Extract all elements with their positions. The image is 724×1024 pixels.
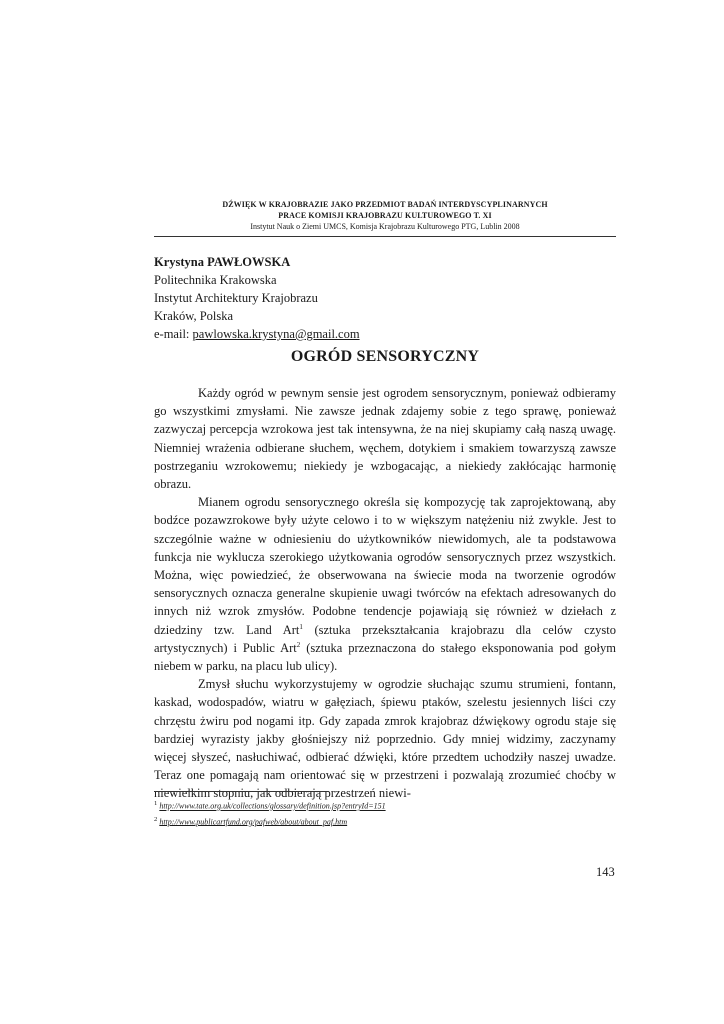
footnote-2-link[interactable]: http://www.publicartfund.org/pafweb/about/about_paf.htm xyxy=(159,817,348,827)
footnote-2-number: 2 xyxy=(154,815,158,823)
paragraph-2 xyxy=(154,493,616,675)
header-publisher: Instytut Nauk o Ziemi UMCS, Komisja Krajobrazu Kulturowego PTG, Lublin 2008 xyxy=(250,222,520,231)
footnote-1-number: 1 xyxy=(154,800,158,807)
header-volume-title: DŹWIĘK W KRAJOBRAZIE JAKO PRZEDMIOT BADAŃ INTERDYSCYPLINARNYCH xyxy=(222,200,548,209)
author-city: Kraków, Polska xyxy=(154,309,234,323)
footnote-ref-2[interactable]: 2 xyxy=(296,640,301,649)
author-block xyxy=(154,253,616,343)
author-affiliation-institute: Instytut Architektury Krajobrazu xyxy=(154,291,318,305)
footnote-rule xyxy=(154,791,329,792)
email-label: e-mail: xyxy=(154,327,193,341)
footnote-ref-1[interactable]: 1 xyxy=(299,622,303,631)
paragraph-1: Każdy ogród w pewnym sensie jest ogrodem sensorycznym, ponieważ odbieramy go wszystkimi zmysłami. Nie zawsze jednak zdajemy sobie z tego sprawę, ponieważ zazwyczaj percepcja wzrokowa jest tak intensywna, że na niej skupiamy całą naszą uwagę. Niemniej wrażenia odbierane słuchem, węchem, dotykiem i smakiem towarzyszą zawsze postrzeganiu wzrokowemu; niekiedy je wzbogacając, a niekiedy zakłócając harmonię obrazu. xyxy=(154,386,616,492)
author-affiliation-university: Politechnika Krakowska xyxy=(154,273,277,287)
header-series-title: PRACE KOMISJI KRAJOBRAZU KULTUROWEGO T. XI xyxy=(278,211,492,220)
author-name: Krystyna PAWŁOWSKA xyxy=(154,255,291,269)
paragraph-2-text-b: (sztuka przekształcania krajobrazu dla celów czysto artystycznych) i Public Art xyxy=(154,622,617,655)
footnote-1-link[interactable]: http://www.tate.org.uk/collections/glossary/definition.jsp?entryId=151 xyxy=(159,801,386,811)
article-body xyxy=(154,384,616,803)
footnotes xyxy=(154,797,386,828)
header-rule xyxy=(154,236,616,237)
author-email-line xyxy=(154,325,616,343)
running-header xyxy=(154,199,616,232)
paragraph-2-text-a: Mianem ogrodu sensorycznego określa się kompozycję tak zaprojektowaną, aby bodźce pozawzrokowe były użyte celowo i to w większym natężeniu niż zwykle. Jest to szczególnie ważne w odniesieniu do użytkowników niewidomych, ale ta podstawowa funkcja nie wyklucza szerokiego użytkowania ogrodów sensorycznych przez wszystkich. Można, więc powiedzieć, że obserwowana na świecie moda na tworzenie ogrodów sensorycznych oznacza generalne skupienie uwagi twórców na efektach adresowanych do innych niż wzrok zmysłów. Podobne tendencje pojawiają się również w dziełach z dziedziny tzw. Land Art xyxy=(154,495,616,637)
article-title: OGRÓD SENSORYCZNY xyxy=(290,348,480,365)
paragraph-3: Zmysł słuchu wykorzystujemy w ogrodzie słuchając szumu strumieni, fontann, kaskad, wodospadów, wiatru w gałęziach, śpiewu ptaków, szelestu jesiennych liści czy chrzęstu żwiru pod nogami itp. Gdy zapada zmrok krajobraz dźwiękowy ogrodu staje się bardziej wyrazisty jakby głośniejszy niż poprzednio. Gdy mniej widzimy, zaczynamy więcej słyszeć, nasłuchiwać, odbierać dźwięki, które przedtem uchodziły naszej uwadze. Teraz one pomagają nam orientować się w przestrzeni i pozwalają zrozumieć choćby w niewielkim stopniu, jak odbierają przestrzeń niewi- xyxy=(154,677,616,801)
page-number: 143 xyxy=(596,865,615,879)
footnote-1 xyxy=(154,797,386,813)
footnote-2 xyxy=(154,813,386,829)
paragraph-2-text-c: (sztuka przeznaczona do stałego eksponowania pod gołym niebem w parku, na placu lub ulicy). xyxy=(154,640,616,674)
email-link[interactable]: pawlowska.krystyna@gmail.com xyxy=(192,327,360,341)
